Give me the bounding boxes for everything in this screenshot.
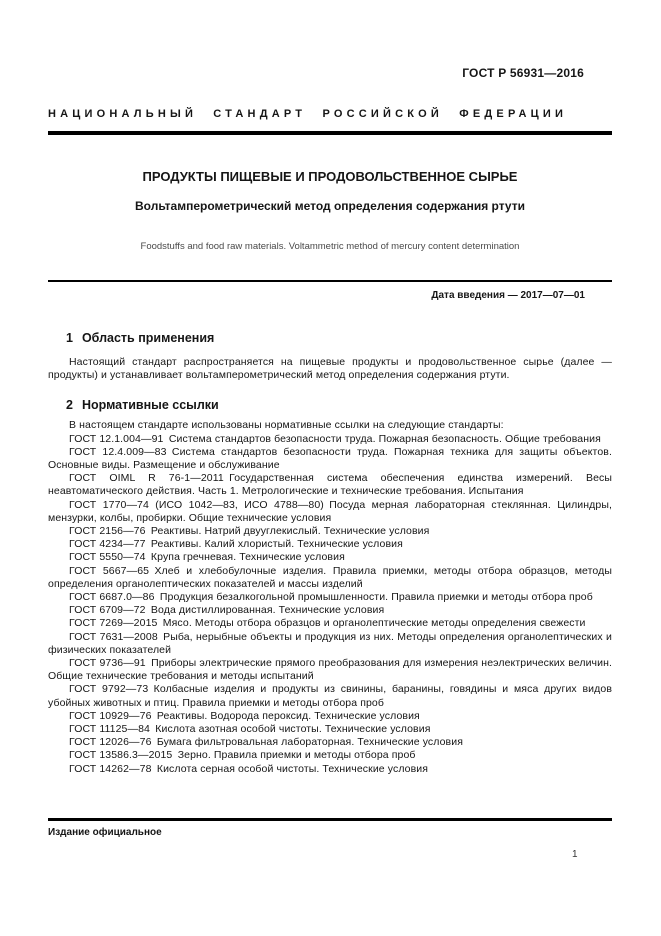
doc-designation: ГОСТ Р 56931—2016 (462, 66, 584, 80)
reference-item: ГОСТ 5667—65 Хлеб и хлебобулочные изделия. Правила приемки, методы отбора образцов, методы определения органолептических показателей и массы изделий (48, 564, 612, 590)
doc-title-english: Foodstuffs and food raw materials. Voltammetric method of mercury content determination (140, 241, 520, 252)
reference-item: ГОСТ 13586.3—2015 Зерно. Правила приемки и методы отбора проб (69, 749, 416, 762)
reference-item: ГОСТ 9792—73 Колбасные изделия и продукты из свинины, баранины, говядины и мяса других видов убойных животных и птиц. Правила приемки и методы отбора проб (48, 683, 612, 709)
header-rule (48, 131, 612, 135)
section-1-heading (48, 331, 612, 345)
section-2-heading (48, 398, 612, 412)
document-page (48, 0, 612, 776)
reference-item: ГОСТ 9736—91 Приборы электрические прямого преобразования для измерения неэлектрических величин. Общие технические требования и методы испытаний (48, 657, 612, 683)
reference-item: ГОСТ 11125—84 Кислота азотная особой чистоты. Технические условия (69, 723, 431, 736)
reference-item: ГОСТ 12026—76 Бумага фильтровальная лабораторная. Технические условия (69, 736, 463, 749)
reference-item: ГОСТ 14262—78 Кислота серная особой чистоты. Технические условия (69, 762, 429, 775)
date-rule (48, 280, 612, 282)
reference-item: ГОСТ 12.1.004—91 Система стандартов безопасности труда. Пожарная безопасность. Общие требования (69, 432, 601, 445)
reference-item: ГОСТ 10929—76 Реактивы. Водорода пероксид. Технические условия (69, 709, 420, 722)
section-2-title: Нормативные ссылки (81, 398, 219, 413)
introduction-date: Дата введения — 2017—07—01 (431, 290, 585, 301)
doc-subtitle: Вольтамперометрический метод определения содержания ртути (135, 199, 525, 213)
reference-item: ГОСТ 7631—2008 Рыба, нерыбные объекты и продукция из них. Методы определения органолептических и физических показателей (48, 630, 612, 656)
reference-item: ГОСТ 4234—77 Реактивы. Калий хлористый. Технические условия (69, 538, 403, 551)
doc-title: ПРОДУКТЫ ПИЩЕВЫЕ И ПРОДОВОЛЬСТВЕННОЕ СЫРЬЕ (142, 169, 518, 184)
references-list (48, 433, 612, 776)
section-1-number: 1 (66, 331, 73, 345)
official-edition-note: Издание официальное (48, 827, 162, 838)
reference-item: ГОСТ 7269—2015 Мясо. Методы отбора образцов и органолептические методы определения свежести (69, 617, 586, 630)
page-number: 1 (572, 849, 578, 860)
scope-paragraph: Настоящий стандарт распространяется на пищевые продукты и продовольственное сырье (далее — продукты) и устанавливает вольтамперометрический метод определения содержания ртути. (48, 356, 612, 382)
reference-item: ГОСТ 6709—72 Вода дистиллированная. Технические условия (69, 604, 385, 617)
reference-item: ГОСТ 5550—74 Крупа гречневая. Технические условия (69, 551, 345, 564)
reference-item: ГОСТ 1770—74 (ИСО 1042—83, ИСО 4788—80) Посуда мерная лабораторная стеклянная. Цилиндры, мензурки, колбы, пробирки. Общие технические условия (48, 498, 612, 524)
reference-item: ГОСТ 6687.0—86 Продукция безалкогольной промышленности. Правила приемки и методы отбора проб (69, 591, 593, 604)
reference-item: ГОСТ 2156—76 Реактивы. Натрий двууглекислый. Технические условия (69, 525, 430, 538)
reference-item: ГОСТ 12.4.009—83 Система стандартов безопасности труда. Пожарная техника для защиты объектов. Основные виды. Размещение и обслуживание (48, 445, 612, 472)
footer-rule (48, 818, 612, 821)
reference-item: ГОСТ OIML R 76-1—2011 Государственная система обеспечения единства измерений. Весы неавтоматического действия. Часть 1. Метрологические и технические требования. Испытания (48, 472, 612, 498)
section-1-title: Область применения (81, 331, 215, 345)
national-standard-heading: НАЦИОНАЛЬНЫЙ СТАНДАРТ РОССИЙСКОЙ ФЕДЕРАЦИИ (48, 108, 568, 120)
section-2-number: 2 (66, 398, 73, 413)
references-intro: В настоящем стандарте использованы нормативные ссылки на следующие стандарты: (69, 419, 504, 432)
